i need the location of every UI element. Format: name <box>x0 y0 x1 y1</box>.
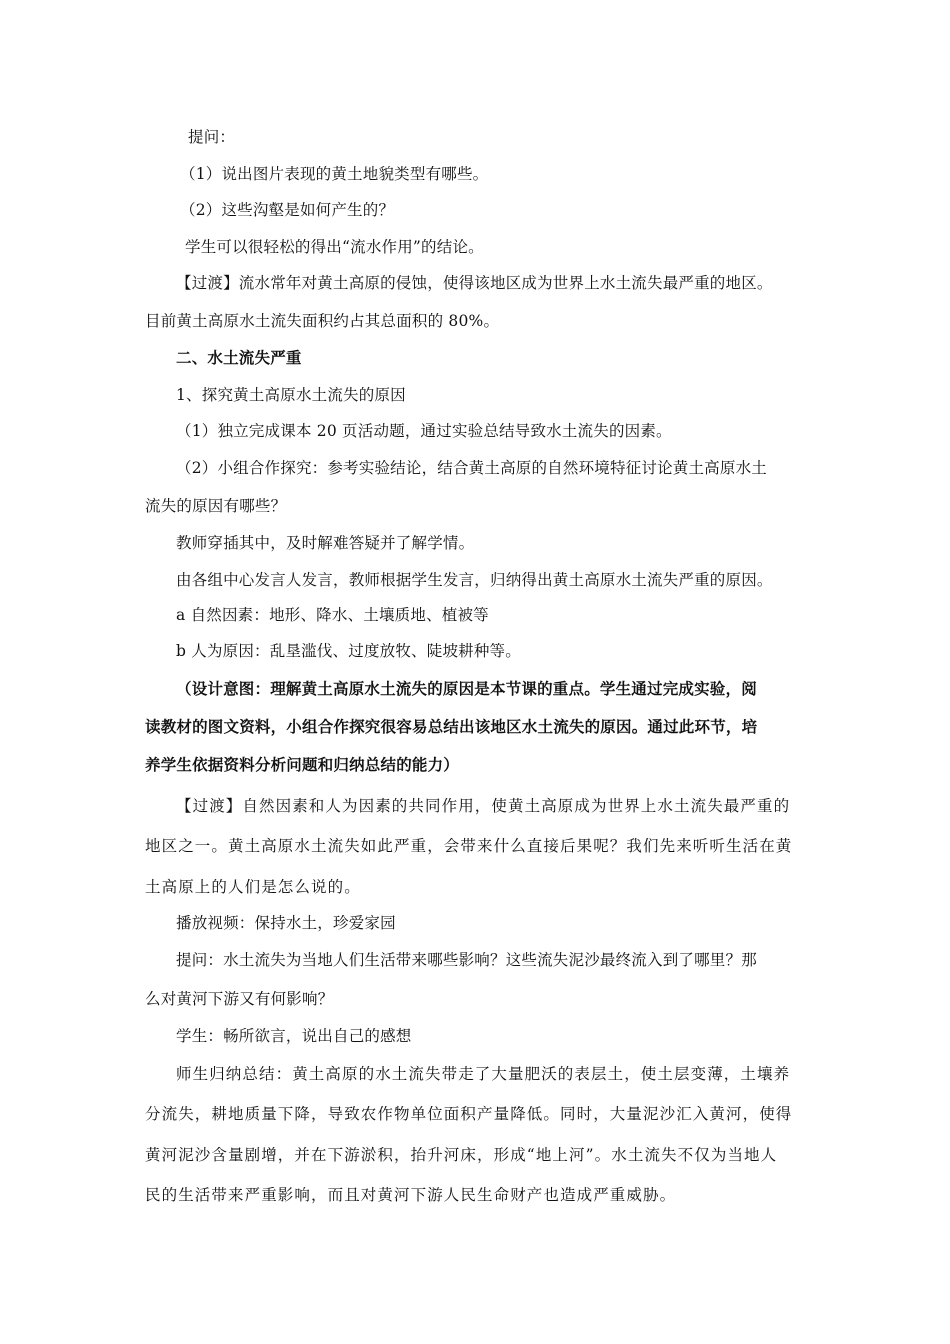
natural-factors: a 自然因素：地形、降水、土壤质地、植被等 <box>176 606 489 624</box>
question-2-line-1: 提问：水土流失为当地人们生活带来哪些影响？这些流失泥沙最终流入到了哪里？那 <box>176 951 757 969</box>
activity-item-1: （1）独立完成课本 20 页活动题，通过实验总结导致水土流失的因素。 <box>176 422 672 440</box>
activity-item-2-line-2: 流失的原因有哪些？ <box>145 497 287 515</box>
question-item-1: （1）说出图片表现的黄土地貌类型有哪些。 <box>180 165 489 183</box>
teacher-note: 教师穿插其中，及时解难答疑并了解学情。 <box>176 534 475 552</box>
question-item-2: （2）这些沟壑是如何产生的？ <box>180 201 395 219</box>
conclusion-line-4: 民的生活带来严重影响，而且对黄河下游人民生命财产也造成严重威胁。 <box>145 1186 677 1204</box>
transition-2-line-2: 地区之一。黄土高原水土流失如此严重，会带来什么直接后果呢？我们先来听听生活在黄 <box>145 837 793 855</box>
student-response: 学生：畅所欲言，说出自己的感想 <box>176 1027 412 1045</box>
transition-1-line-1: 【过渡】流水常年对黄土高原的侵蚀，使得该地区成为世界上水土流失最严重的地区。 <box>176 274 773 292</box>
activity-item-2-line-1: （2）小组合作探究：参考实验结论，结合黄土高原的自然环境特征讨论黄土高原水土 <box>176 459 767 477</box>
conclusion-line-3: 黄河泥沙含量剧增，并在下游淤积，抬升河床，形成“地上河”。水土流失不仅为当地人 <box>145 1146 778 1164</box>
design-intent-line-3: 养学生依据资料分析问题和归纳总结的能力） <box>145 755 460 774</box>
transition-2-line-3: 土高原上的人们是怎么说的。 <box>145 878 361 896</box>
transition-2-line-1: 【过渡】自然因素和人为因素的共同作用，使黄土高原成为世界上水土流失最严重的 <box>176 797 791 815</box>
student-conclusion: 学生可以很轻松的得出“流水作用”的结论。 <box>185 238 484 256</box>
design-intent-line-2: 读教材的图文资料，小组合作探究很容易总结出该地区水土流失的原因。通过此环节，培 <box>145 717 758 736</box>
section-heading: 二、水土流失严重 <box>176 348 302 367</box>
conclusion-line-1: 师生归纳总结：黄土高原的水土流失带走了大量肥沃的表层土，使土层变薄，土壤养 <box>176 1065 791 1083</box>
question-2-line-2: 么对黄河下游又有何影响？ <box>145 990 334 1008</box>
subsection-heading: 1、探究黄土高原水土流失的原因 <box>176 386 406 404</box>
design-intent-line-1: （设计意图：理解黄土高原水土流失的原因是本节课的重点。学生通过完成实验，阅 <box>176 679 757 698</box>
summary-note: 由各组中心发言人发言，教师根据学生发言，归纳得出黄土高原水土流失严重的原因。 <box>176 571 773 589</box>
human-factors: b 人为原因：乱垦滥伐、过度放牧、陡坡耕种等。 <box>176 642 521 660</box>
conclusion-line-2: 分流失，耕地质量下降，导致农作物单位面积产量降低。同时，大量泥沙汇入黄河，使得 <box>145 1105 793 1123</box>
transition-1-line-2: 目前黄土高原水土流失面积约占其总面积的 80%。 <box>145 312 500 330</box>
question-heading: 提问： <box>188 128 236 146</box>
video-line: 播放视频：保持水土，珍爱家园 <box>176 914 396 932</box>
